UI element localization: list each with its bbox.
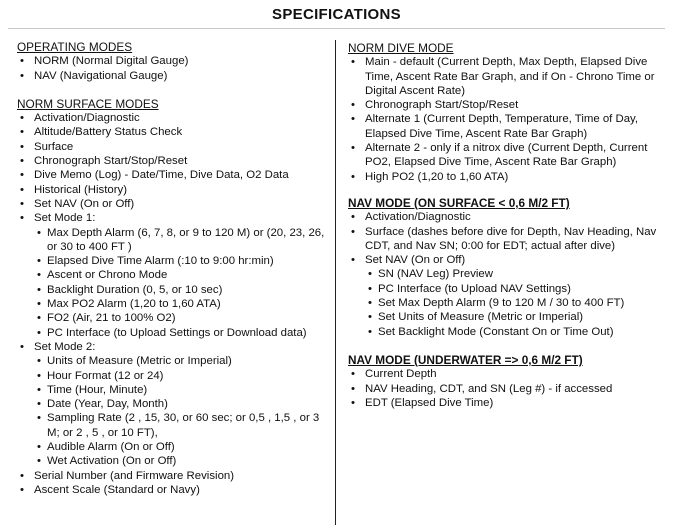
set-mode-1-item	[17, 211, 329, 340]
set-mode-1-list	[35, 226, 329, 340]
operating-modes-list	[17, 54, 329, 83]
list-item: • Alternate 2 - only if a nitrox dive (Current Depth, Current PO2, Elapsed Dive Time, Ascent Rate Bar Graph)	[348, 141, 658, 170]
nav-mode-surface-heading: NAV MODE (ON SURFACE < 0,6 M/2 FT)	[348, 195, 570, 210]
norm-surface-modes-heading: NORM SURFACE MODES	[17, 96, 159, 111]
list-item: • NAV Heading, CDT, and SN (Leg #) - if accessed	[348, 382, 658, 396]
list-item: • Historical (History)	[17, 183, 329, 197]
set-mode-2-list	[35, 354, 329, 468]
sub-list-item: • FO2 (Air, 21 to 100% O2)	[35, 311, 329, 325]
sub-list-item: • Audible Alarm (On or Off)	[35, 440, 329, 454]
list-item: • Activation/Diagnostic	[348, 210, 658, 224]
left-column	[17, 40, 329, 497]
list-item: • NORM (Normal Digital Gauge)	[17, 54, 329, 68]
nav-mode-underwater-list	[348, 367, 658, 410]
list-item: • Altitude/Battery Status Check	[17, 125, 329, 139]
sub-list-item: • Sampling Rate (2 , 15, 30, or 60 sec; or 0,5 , 1,5 , or 3 M; or 2 , 5 , or 10 FT),	[35, 411, 329, 440]
list-item: • Alternate 1 (Current Depth, Temperature, Time of Day, Elapsed Dive Time, Ascent Rate Bar Graph)	[348, 112, 658, 141]
sub-list-item: • Set Units of Measure (Metric or Imperial)	[366, 310, 658, 324]
list-item: • Set NAV (On or Off)	[17, 197, 329, 211]
list-item: • Current Depth	[348, 367, 658, 381]
list-item: • NAV (Navigational Gauge)	[17, 69, 329, 83]
set-mode-2-label: Set Mode 2:	[34, 340, 96, 353]
list-item: • Chronograph Start/Stop/Reset	[17, 154, 329, 168]
norm-dive-mode-list	[348, 55, 658, 184]
nav-mode-underwater-heading: NAV MODE (UNDERWATER => 0,6 M/2 FT)	[348, 352, 583, 367]
operating-modes-heading: OPERATING MODES	[17, 40, 133, 54]
sub-list-item: • Wet Activation (On or Off)	[35, 454, 329, 468]
list-item: • Serial Number (and Firmware Revision)	[17, 469, 329, 483]
set-mode-1-label: Set Mode 1:	[34, 212, 96, 225]
list-item: • Main - default (Current Depth, Max Depth, Elapsed Dive Time, Ascent Rate Bar Graph, and if On - Chrono Time or Digital Ascent Rate)	[348, 55, 658, 98]
sub-list-item: • Ascent or Chrono Mode	[35, 268, 329, 282]
norm-dive-mode-heading: NORM DIVE MODE	[348, 41, 454, 55]
set-nav-item	[348, 253, 658, 339]
sub-list-item: • Time (Hour, Minute)	[35, 383, 329, 397]
sub-list-item: • Max PO2 Alarm (1,20 to 1,60 ATA)	[35, 297, 329, 311]
list-item: • Activation/Diagnostic	[17, 111, 329, 125]
list-item: • Surface (dashes before dive for Depth, Nav Heading, Nav CDT, and Nav SN; 0:00 for EDT; actual after dive)	[348, 225, 658, 254]
set-mode-2-item	[17, 340, 329, 469]
sub-list-item: • Backlight Duration (0, 5, or 10 sec)	[35, 283, 329, 297]
sub-list-item: • SN (NAV Leg) Preview	[366, 267, 658, 281]
list-item: • Chronograph Start/Stop/Reset	[348, 98, 658, 112]
set-nav-list	[366, 267, 658, 338]
sub-list-item: • Units of Measure (Metric or Imperial)	[35, 354, 329, 368]
column-divider	[335, 40, 336, 525]
set-nav-label: Set NAV (On or Off)	[365, 254, 466, 267]
list-item: • Surface	[17, 140, 329, 154]
nav-mode-surface-list	[348, 210, 658, 339]
sub-list-item: • Hour Format (12 or 24)	[35, 369, 329, 383]
list-item: • Dive Memo (Log) - Date/Time, Dive Data, O2 Data	[17, 168, 329, 182]
sub-list-item: • Elapsed Dive Time Alarm (:10 to 9:00 hr:min)	[35, 254, 329, 268]
norm-surface-modes-list	[17, 111, 329, 497]
list-item: • High PO2 (1,20 to 1,60 ATA)	[348, 170, 658, 184]
right-column	[348, 41, 658, 410]
top-rule	[8, 28, 665, 29]
sub-list-item: • Set Max Depth Alarm (9 to 120 M / 30 to 400 FT)	[366, 296, 658, 310]
page-title: SPECIFICATIONS	[272, 6, 401, 23]
sub-list-item: • Set Backlight Mode (Constant On or Time Out)	[366, 325, 658, 339]
sub-list-item: • PC Interface (to Upload Settings or Download data)	[35, 326, 329, 340]
sub-list-item: • Max Depth Alarm (6, 7, 8, or 9 to 120 M) or (20, 23, 26, or 30 to 400 FT )	[35, 226, 329, 255]
sub-list-item: • PC Interface (to Upload NAV Settings)	[366, 282, 658, 296]
sub-list-item: • Date (Year, Day, Month)	[35, 397, 329, 411]
list-item: • EDT (Elapsed Dive Time)	[348, 396, 658, 410]
list-item: • Ascent Scale (Standard or Navy)	[17, 483, 329, 497]
